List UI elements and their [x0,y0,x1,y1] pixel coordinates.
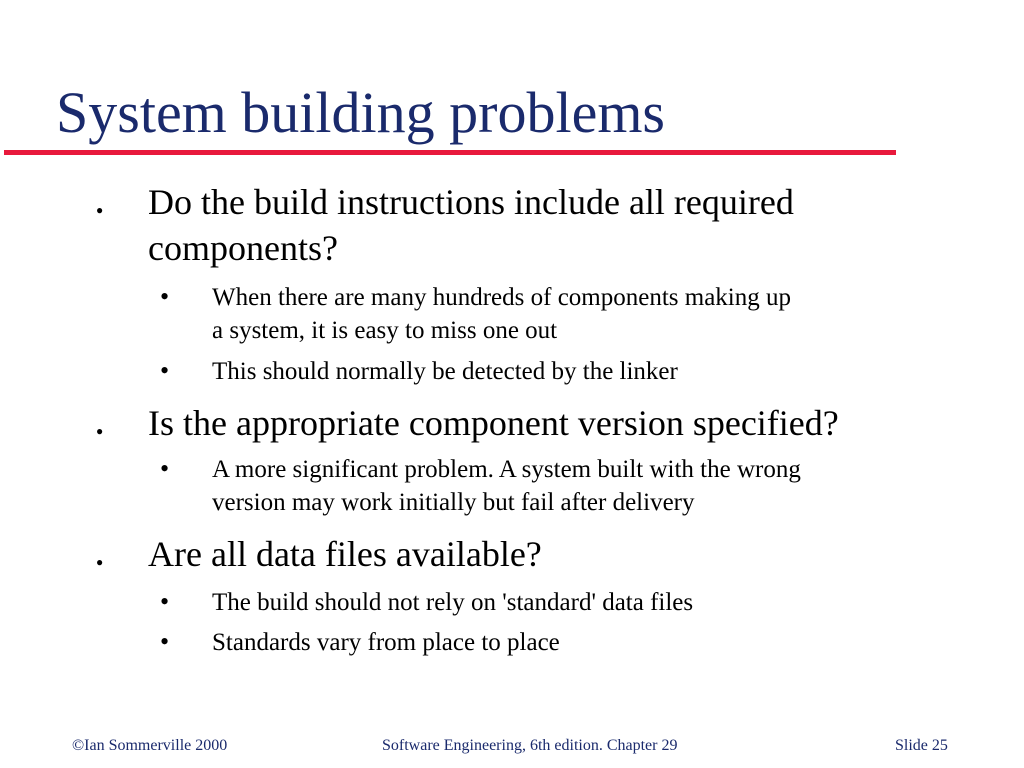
bullet-marker: ● [96,555,104,569]
footer-slide-number: Slide 25 [895,737,948,754]
footer-book-title: Software Engineering, 6th edition. Chapter 29 [382,737,678,754]
sub-bullet-marker: • [160,282,170,311]
bullet-3-sub-2-line-1: Standards vary from place to place [212,629,560,656]
footer-copyright: ©Ian Sommerville 2000 [72,737,228,754]
bullet-2-sub-1-line-2: version may work initially but fail after delivery [212,489,695,516]
bullet-marker: ● [96,424,104,438]
sub-bullet-marker: • [160,356,170,385]
bullet-1-sub-2-line-1: This should normally be detected by the linker [212,358,678,385]
title-underline [4,150,896,155]
sub-bullet-marker: • [160,454,170,483]
sub-bullet-marker: • [160,627,170,656]
bullet-3-line-1: Are all data files available? [148,534,542,574]
bullet-1-sub-1-line-1: When there are many hundreds of components making up [212,284,791,311]
bullet-2-line-1: Is the appropriate component version specified? [148,403,839,443]
bullet-3-sub-1-line-1: The build should not rely on 'standard' data files [212,589,694,616]
sub-bullet-marker: • [160,587,170,616]
bullet-1-sub-1-line-2: a system, it is easy to miss one out [212,317,558,344]
bullet-2-sub-1-line-1: A more significant problem. A system built with the wrong [212,456,801,483]
bullet-1-line-2: components? [148,228,338,268]
slide-title: System building problems [56,80,665,145]
bullet-1-line-1: Do the build instructions include all required [148,182,794,222]
bullet-marker: ● [96,203,104,217]
